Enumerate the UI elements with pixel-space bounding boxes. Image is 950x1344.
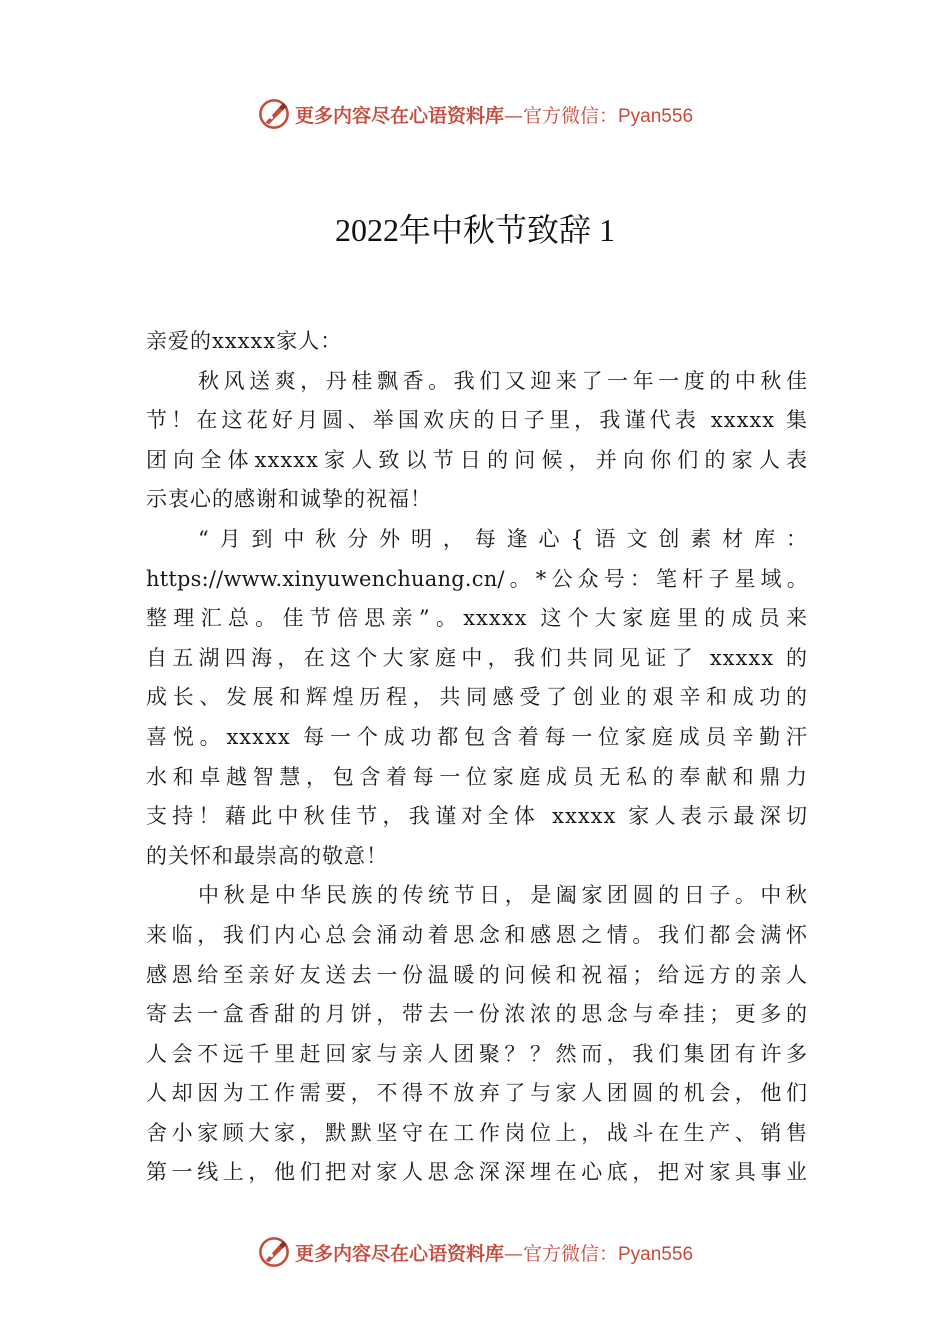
paragraph-line: https://www.xinyuwenchuang.cn/。*公众号：笔杆子星域。 — [146, 566, 808, 591]
header-text — [295, 101, 693, 128]
paragraph-line: 团向全体xxxxx家人致以节日的问候，并向你们的家人表 — [146, 447, 808, 472]
paragraph-line: “月到中秋分外明，每逢心{语文创素材库： — [198, 526, 808, 551]
footer-main-text: 更多内容尽在心语资料库 — [294, 1242, 504, 1265]
paragraph-line: 中秋是中华民族的传统节日，是阖家团圆的日子。中秋 — [198, 883, 808, 908]
paragraph-line: 人却因为工作需要，不得不放弃了与家人团圆的机会，他们 — [146, 1081, 808, 1106]
paragraph-line: 舍小家顾大家，默默坚守在工作岗位上，战斗在生产、销售 — [146, 1120, 808, 1145]
paragraph-line: 人会不远千里赶回家与亲人团聚？？然而，我们集团有许多 — [146, 1041, 808, 1066]
header-banner — [0, 94, 950, 134]
paragraph-3 — [146, 876, 808, 1193]
paragraph-1 — [146, 362, 808, 520]
header-wechat-id: Pyan556 — [618, 105, 694, 127]
document-body — [146, 322, 808, 1193]
footer-wechat-id: Pyan556 — [618, 1243, 694, 1265]
footer-text — [295, 1239, 693, 1266]
paragraph-line: 示衷心的感谢和诚挚的祝福！ — [146, 487, 432, 512]
paragraph-line: 水和卓越智慧，包含着每一位家庭成员无私的奉献和鼎力 — [146, 764, 808, 789]
pen-nib-circle-icon — [257, 97, 291, 131]
header-wechat-label: 官方微信： — [522, 104, 618, 127]
paragraph-line: 来临，我们内心总会涌动着思念和感恩之情。我们都会满怀 — [146, 922, 808, 947]
footer-separator: — — [503, 1242, 523, 1265]
paragraph-line: 支持！藉此中秋佳节，我谨对全体 xxxxx 家人表示最深切 — [146, 804, 808, 829]
paragraph-line: 寄去一盒香甜的月饼，带去一份浓浓的思念与牵挂；更多的 — [146, 1002, 808, 1027]
paragraph-line: 第一线上，他们把对家人思念深深埋在心底，把对家具事业 — [146, 1160, 808, 1185]
footer-wechat-label: 官方微信： — [522, 1242, 618, 1265]
paragraph-line: 的关怀和最崇高的敬意！ — [146, 843, 388, 868]
pen-nib-circle-icon — [257, 1235, 291, 1269]
paragraph-line: 整理汇总。佳节倍思亲”。xxxxx 这个大家庭里的成员来 — [146, 606, 808, 631]
footer-banner — [0, 1232, 950, 1272]
paragraph-line: 感恩给至亲好友送去一份温暖的问候和祝福；给远方的亲人 — [146, 962, 808, 987]
document-title: 2022年中秋节致辞 1 — [334, 212, 615, 248]
paragraph-line: 喜悦。xxxxx 每一个成功都包含着每一位家庭成员辛勤汗 — [146, 724, 808, 749]
paragraph-2 — [146, 520, 808, 876]
paragraph-line: 自五湖四海，在这个大家庭中，我们共同见证了 xxxxx 的 — [146, 645, 808, 670]
paragraph-line: 秋风送爽，丹桂飘香。我们又迎来了一年一度的中秋佳 — [198, 368, 808, 393]
header-separator: — — [503, 104, 523, 127]
greeting: 亲爱的xxxxx家人： — [146, 329, 343, 353]
paragraph-line: 成长、发展和辉煌历程，共同感受了创业的艰辛和成功的 — [146, 685, 808, 710]
paragraph-line: 节！在这花好月圆、举国欢庆的日子里，我谨代表 xxxxx 集 — [146, 408, 808, 433]
header-main-text: 更多内容尽在心语资料库 — [294, 104, 504, 127]
